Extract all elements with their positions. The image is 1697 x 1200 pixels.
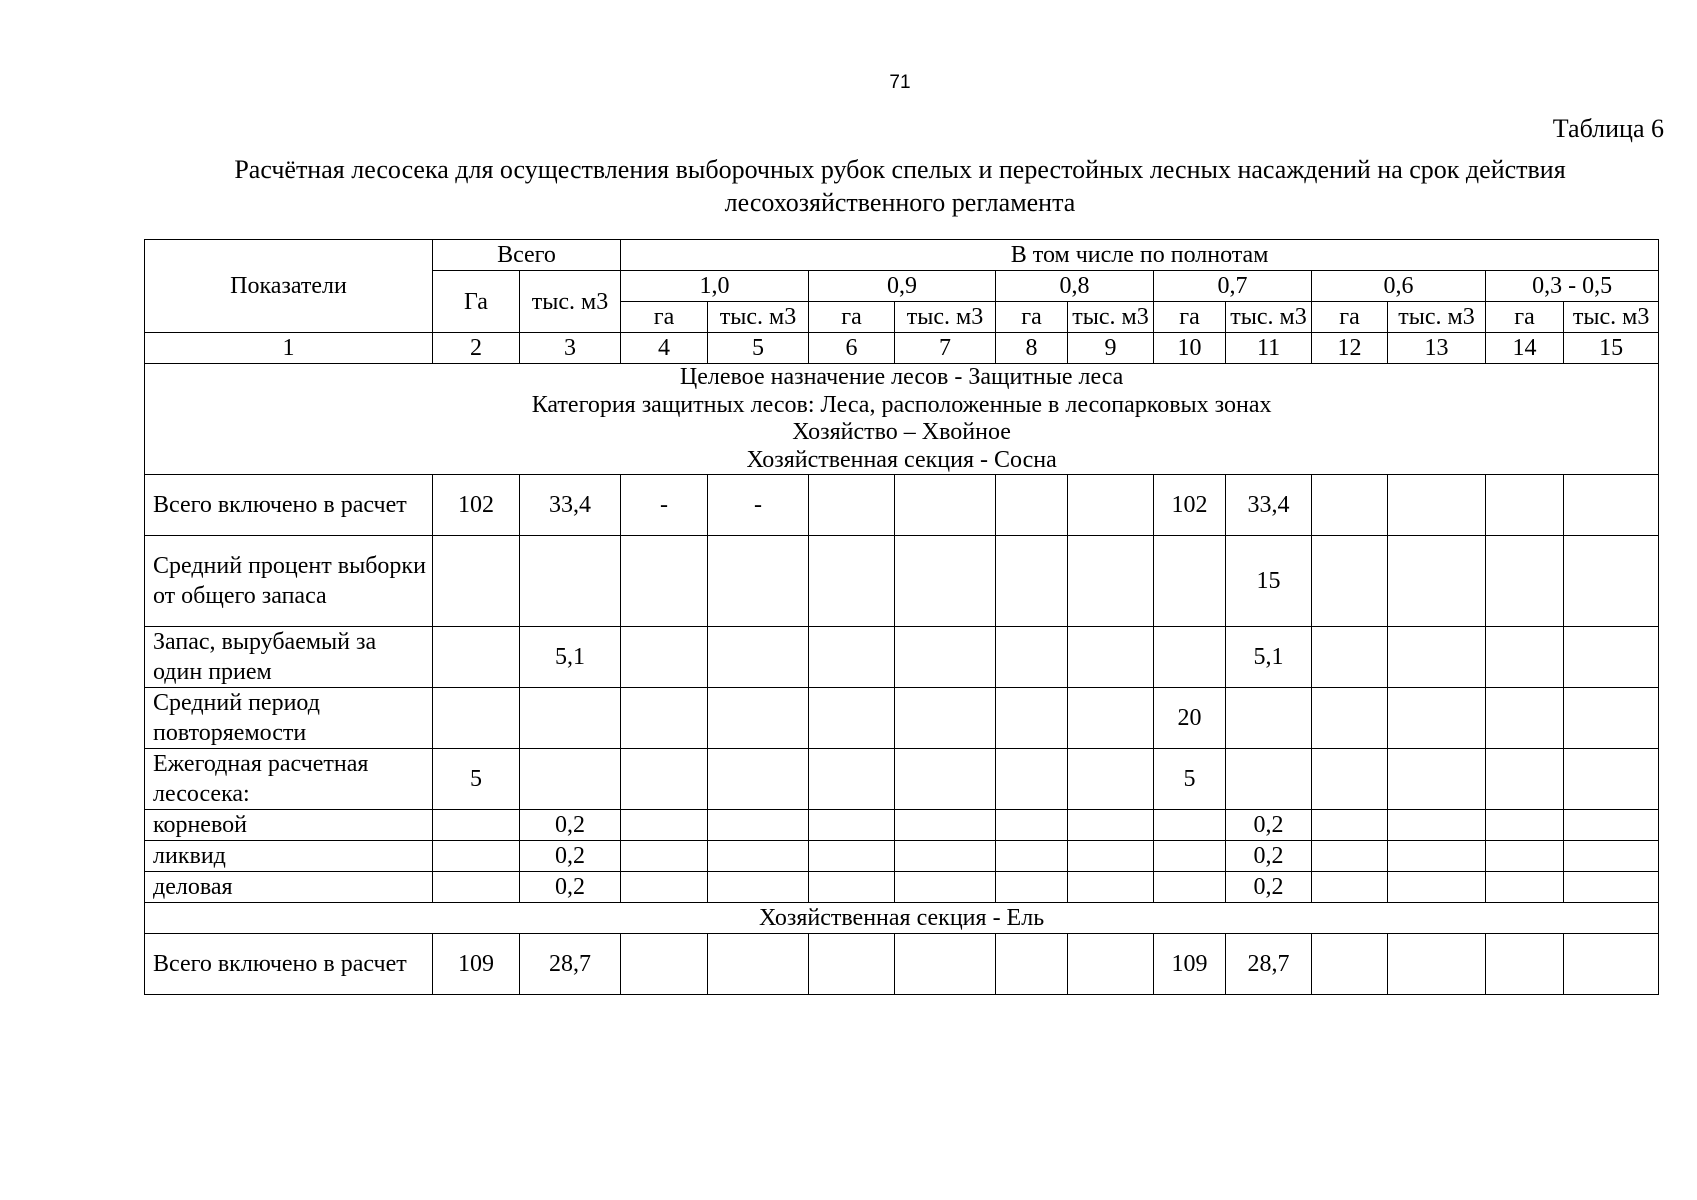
column-number: 7 — [895, 333, 996, 364]
table-cell — [1388, 475, 1486, 536]
table-cell — [433, 536, 520, 627]
table-cell — [1068, 749, 1154, 810]
indicator-label: Всего включено в расчет — [145, 934, 433, 995]
table-cell: 5,1 — [520, 627, 621, 688]
table-cell — [1312, 688, 1388, 749]
table-cell — [520, 688, 621, 749]
table-cell — [621, 536, 708, 627]
table-cell — [1564, 475, 1659, 536]
column-number: 5 — [708, 333, 809, 364]
caption-line-2: лесохозяйственного регламента — [724, 188, 1076, 217]
table-row — [145, 841, 1659, 872]
table-cell — [1068, 872, 1154, 903]
table-cell — [1486, 934, 1564, 995]
table-cell — [1388, 872, 1486, 903]
table-cell — [708, 934, 809, 995]
header-total-volume: тыс. м3 — [520, 271, 621, 333]
table-cell: - — [708, 475, 809, 536]
spruce-rows — [145, 934, 1659, 995]
table-cell: 20 — [1154, 688, 1226, 749]
column-number: 13 — [1388, 333, 1486, 364]
table-cell — [621, 934, 708, 995]
table-cell — [895, 475, 996, 536]
table-cell — [1068, 536, 1154, 627]
table-cell — [433, 688, 520, 749]
table-cell — [433, 841, 520, 872]
table-cell — [809, 810, 895, 841]
table-cell — [895, 536, 996, 627]
table-cell: 5,1 — [1226, 627, 1312, 688]
table-cell — [433, 810, 520, 841]
indicator-label: Всего включено в расчет — [145, 475, 433, 536]
column-number: 2 — [433, 333, 520, 364]
table-row — [145, 475, 1659, 536]
table-cell — [621, 688, 708, 749]
table-cell — [1564, 841, 1659, 872]
table-cell — [996, 536, 1068, 627]
table-row — [145, 934, 1659, 995]
header-row-1 — [145, 240, 1659, 271]
table-row — [145, 627, 1659, 688]
purpose-line: Целевое назначение лесов - Защитные леса — [679, 364, 1124, 390]
table-cell: 33,4 — [1226, 475, 1312, 536]
header-density-0-9: 0,9 — [809, 271, 996, 302]
header-volume: тыс. м3 — [1068, 302, 1154, 333]
table-cell — [1312, 841, 1388, 872]
table-cell — [1312, 536, 1388, 627]
table-cell: 109 — [1154, 934, 1226, 995]
column-number: 10 — [1154, 333, 1226, 364]
column-number: 12 — [1312, 333, 1388, 364]
table-cell — [708, 841, 809, 872]
indicator-label: деловая — [145, 872, 433, 903]
page-number: 71 — [889, 72, 911, 93]
column-number: 14 — [1486, 333, 1564, 364]
column-number: 11 — [1226, 333, 1312, 364]
table-cell — [1564, 872, 1659, 903]
table-cell — [1154, 627, 1226, 688]
header-volume: тыс. м3 — [1564, 302, 1659, 333]
table-cell — [433, 872, 520, 903]
table-cell — [1226, 688, 1312, 749]
table-cell — [895, 810, 996, 841]
header-total-ga: Га — [433, 271, 520, 333]
table-cell — [996, 627, 1068, 688]
column-number: 4 — [621, 333, 708, 364]
header-indicators: Показатели — [145, 240, 433, 333]
table-cell — [895, 749, 996, 810]
table-cell — [1564, 688, 1659, 749]
table-cell — [433, 627, 520, 688]
table-cell: 0,2 — [520, 872, 621, 903]
table-cell: 15 — [1226, 536, 1312, 627]
table-cell — [1486, 475, 1564, 536]
column-number: 9 — [1068, 333, 1154, 364]
table-row — [145, 536, 1659, 627]
table-cell — [1226, 749, 1312, 810]
column-number: 6 — [809, 333, 895, 364]
table-cell — [708, 749, 809, 810]
table-cell — [1312, 475, 1388, 536]
header-ga: га — [1312, 302, 1388, 333]
table-cell — [996, 688, 1068, 749]
indicator-label: Средний период повторяемости — [145, 688, 433, 749]
table-row — [145, 749, 1659, 810]
table-cell — [895, 688, 996, 749]
header-ga: га — [1154, 302, 1226, 333]
indicator-label: Запас, вырубаемый за один прием — [145, 627, 433, 688]
header-ga: га — [1486, 302, 1564, 333]
header-volume: тыс. м3 — [895, 302, 996, 333]
table-cell — [1154, 536, 1226, 627]
table-cell — [1388, 934, 1486, 995]
table-cell — [895, 872, 996, 903]
table-cell — [895, 934, 996, 995]
allowable-cut-table — [144, 239, 1659, 995]
table-row — [145, 810, 1659, 841]
table-cell — [809, 688, 895, 749]
table-cell — [1486, 841, 1564, 872]
table-cell — [809, 627, 895, 688]
table-cell — [809, 536, 895, 627]
table-cell — [996, 749, 1068, 810]
indicator-label: Средний процент выборки от общего запаса — [145, 536, 433, 627]
table-cell — [1154, 810, 1226, 841]
table-cell — [1312, 749, 1388, 810]
table-cell — [1388, 749, 1486, 810]
section-spruce-heading: Хозяйственная секция - Ель — [145, 903, 1659, 934]
header-density-0-3-0-5: 0,3 - 0,5 — [1486, 271, 1659, 302]
category-line: Категория защитных лесов: Леса, расположенные в лесопарковых зонах — [531, 391, 1272, 418]
table-cell: 0,2 — [1226, 841, 1312, 872]
table-cell — [1312, 627, 1388, 688]
table-cell — [996, 841, 1068, 872]
table-cell — [1388, 536, 1486, 627]
section-pine-heading — [145, 364, 1659, 475]
table-cell: 5 — [433, 749, 520, 810]
table-cell — [621, 810, 708, 841]
header-ga: га — [996, 302, 1068, 333]
table-cell — [520, 749, 621, 810]
pine-rows — [145, 475, 1659, 903]
table-cell — [1388, 841, 1486, 872]
table-cell — [1068, 934, 1154, 995]
table-cell — [1486, 688, 1564, 749]
column-number: 8 — [996, 333, 1068, 364]
table-cell — [708, 688, 809, 749]
table-cell — [996, 872, 1068, 903]
section-pine-row — [145, 364, 1659, 475]
table-cell — [708, 872, 809, 903]
table-cell: 33,4 — [520, 475, 621, 536]
table-cell — [1068, 688, 1154, 749]
table-cell — [1068, 810, 1154, 841]
table-cell — [708, 810, 809, 841]
table-cell: 102 — [433, 475, 520, 536]
table-cell — [1068, 475, 1154, 536]
table-cell — [996, 475, 1068, 536]
table-cell — [1486, 749, 1564, 810]
indicator-label: Ежегодная расчетная лесосека: — [145, 749, 433, 810]
table-cell — [1068, 841, 1154, 872]
header-by-density: В том числе по полнотам — [621, 240, 1659, 271]
table-cell — [708, 536, 809, 627]
column-numbers-row — [145, 333, 1659, 364]
table-cell — [1564, 627, 1659, 688]
table-cell — [895, 627, 996, 688]
indicator-label: ликвид — [145, 841, 433, 872]
table-cell — [1154, 841, 1226, 872]
table-row — [145, 688, 1659, 749]
table-cell — [1312, 810, 1388, 841]
header-ga: га — [621, 302, 708, 333]
header-volume: тыс. м3 — [708, 302, 809, 333]
table-cell — [1068, 627, 1154, 688]
table-cell: 28,7 — [520, 934, 621, 995]
table-cell — [621, 627, 708, 688]
table-cell — [1312, 872, 1388, 903]
table-cell — [1564, 934, 1659, 995]
table-cell — [621, 749, 708, 810]
indicator-label: корневой — [145, 810, 433, 841]
header-volume: тыс. м3 — [1226, 302, 1312, 333]
table-cell — [809, 841, 895, 872]
table-cell: 0,2 — [520, 841, 621, 872]
table-cell — [809, 475, 895, 536]
table-cell — [621, 872, 708, 903]
table-cell — [1564, 749, 1659, 810]
table-cell — [1486, 810, 1564, 841]
table-cell: - — [621, 475, 708, 536]
table-cell — [996, 810, 1068, 841]
header-total: Всего — [433, 240, 621, 271]
header-ga: га — [809, 302, 895, 333]
table-cell — [809, 749, 895, 810]
table-label: Таблица 6 — [1552, 114, 1664, 143]
header-density-0-7: 0,7 — [1154, 271, 1312, 302]
table-cell — [1486, 536, 1564, 627]
table-cell: 109 — [433, 934, 520, 995]
table-cell: 102 — [1154, 475, 1226, 536]
header-density-1-0: 1,0 — [621, 271, 809, 302]
caption-line-1: Расчётная лесосека для осуществления выборочных рубок спелых и перестойных лесных насаждений на срок действия — [234, 155, 1566, 184]
farm-line: Хозяйство – Хвойное — [792, 419, 1011, 445]
table-cell — [621, 841, 708, 872]
table-cell — [1486, 627, 1564, 688]
table-caption — [150, 153, 1650, 219]
table-cell: 0,2 — [520, 810, 621, 841]
table-cell — [708, 627, 809, 688]
table-cell: 28,7 — [1226, 934, 1312, 995]
table-cell — [895, 841, 996, 872]
table-cell — [1388, 810, 1486, 841]
column-number: 1 — [145, 333, 433, 364]
table-cell — [1154, 872, 1226, 903]
table-cell — [1564, 536, 1659, 627]
table-cell — [809, 872, 895, 903]
header-volume: тыс. м3 — [1388, 302, 1486, 333]
table-row — [145, 872, 1659, 903]
header-density-0-8: 0,8 — [996, 271, 1154, 302]
header-density-0-6: 0,6 — [1312, 271, 1486, 302]
column-number: 15 — [1564, 333, 1659, 364]
table-cell — [1312, 934, 1388, 995]
section-spruce-row — [145, 903, 1659, 934]
table-cell — [809, 934, 895, 995]
table-cell — [1388, 688, 1486, 749]
table-cell: 5 — [1154, 749, 1226, 810]
table-cell: 0,2 — [1226, 810, 1312, 841]
table-cell — [1486, 872, 1564, 903]
section-line: Хозяйственная секция - Сосна — [746, 446, 1057, 473]
column-number: 3 — [520, 333, 621, 364]
table-cell: 0,2 — [1226, 872, 1312, 903]
table-cell — [1388, 627, 1486, 688]
table-cell — [520, 536, 621, 627]
table-cell — [1564, 810, 1659, 841]
table-cell — [996, 934, 1068, 995]
